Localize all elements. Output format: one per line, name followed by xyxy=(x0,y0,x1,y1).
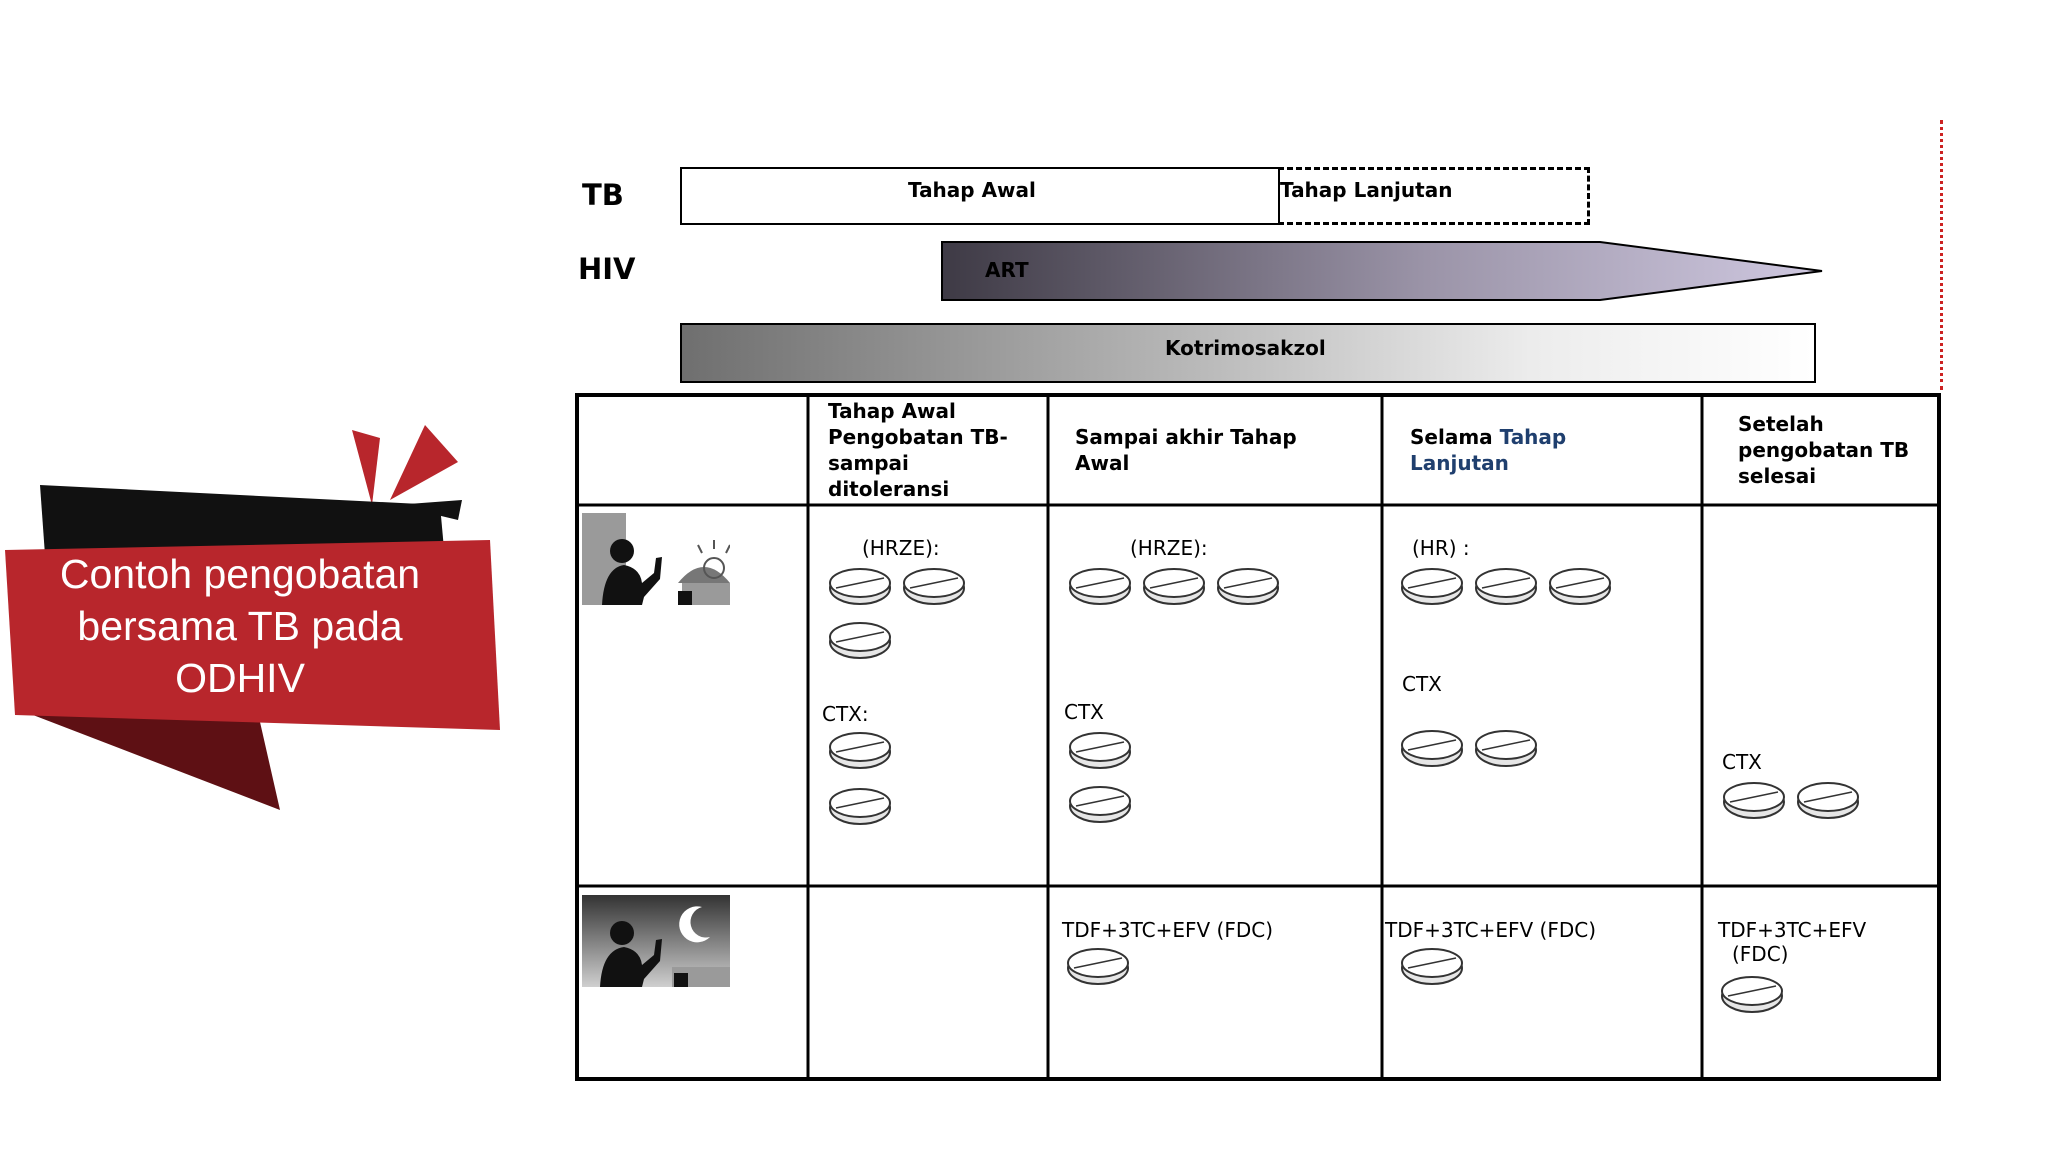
tb-row-label: TB xyxy=(582,178,624,212)
tablet-icon xyxy=(1142,566,1206,606)
header-after-line-1: Setelah xyxy=(1738,412,1824,436)
evening-end-regimen: TDF+3TC+EFV (FDC) xyxy=(1062,918,1274,942)
tablet-icon xyxy=(1720,974,1784,1014)
header-after-tb xyxy=(1738,411,1909,489)
header-initial-line-3: sampai xyxy=(828,451,909,475)
morning-after-ctx-label: CTX xyxy=(1722,750,1762,774)
tablet-icon xyxy=(1400,946,1464,986)
header-after-line-3: selesai xyxy=(1738,464,1817,488)
tablet-icon xyxy=(828,620,892,660)
header-end-line-2: Awal xyxy=(1075,451,1130,475)
header-initial-line-4: ditoleransi xyxy=(828,477,950,501)
tablet-icon xyxy=(1474,728,1538,768)
person-moon-icon xyxy=(582,895,730,987)
tablet-icon xyxy=(1068,566,1132,606)
tablet-icon xyxy=(1216,566,1280,606)
header-initial-phase xyxy=(828,398,1008,502)
header-continuation-blue-2: Lanjutan xyxy=(1410,451,1509,475)
tablet-icon xyxy=(1722,780,1786,820)
tablet-icon xyxy=(828,730,892,770)
tb-initial-phase-label: Tahap Awal xyxy=(908,178,1036,202)
art-arrow xyxy=(940,238,1830,304)
evening-after-regimen-line-1: TDF+3TC+EFV xyxy=(1718,918,1867,942)
tb-continuation-phase-label: Tahap Lanjutan xyxy=(1280,178,1453,202)
header-continuation-blue-1: Tahap xyxy=(1499,425,1567,449)
tablet-icon xyxy=(1548,566,1612,606)
art-label: ART xyxy=(985,258,1029,282)
morning-end-ctx-label: CTX xyxy=(1064,700,1104,724)
header-continuation xyxy=(1410,424,1566,476)
morning-continuation-ctx-label: CTX xyxy=(1402,672,1442,696)
header-initial-line-1: Tahap Awal xyxy=(828,399,956,423)
evening-continuation-regimen: TDF+3TC+EFV (FDC) xyxy=(1385,918,1597,942)
header-end-line-1: Sampai akhir Tahap xyxy=(1075,425,1297,449)
evening-after-regimen xyxy=(1718,918,1866,966)
banner-title-line-1: Contoh pengobatan xyxy=(59,551,421,597)
banner-title-line-3: ODHIV xyxy=(175,655,305,701)
tablet-icon xyxy=(1400,728,1464,768)
banner-spark-2 xyxy=(390,425,458,500)
tablet-icon xyxy=(828,566,892,606)
morning-end-drug-label: (HRZE): xyxy=(1130,536,1208,560)
banner-title-line-2: bersama TB pada xyxy=(77,603,403,649)
banner-spark-1 xyxy=(352,430,380,505)
hiv-row-label: HIV xyxy=(578,252,636,286)
header-initial-line-2: Pengobatan TB- xyxy=(828,425,1008,449)
person-sunrise-icon xyxy=(582,513,730,605)
tablet-icon xyxy=(1796,780,1860,820)
tablet-icon xyxy=(1068,730,1132,770)
morning-initial-ctx-label: CTX: xyxy=(822,702,869,726)
morning-continuation-drug-label: (HR) : xyxy=(1412,536,1470,560)
header-end-initial xyxy=(1075,424,1297,476)
tablet-icon xyxy=(1068,784,1132,824)
header-continuation-prefix: Selama xyxy=(1410,425,1500,449)
tablet-icon xyxy=(902,566,966,606)
morning-initial-drug-label: (HRZE): xyxy=(862,536,940,560)
tablet-icon xyxy=(1066,946,1130,986)
tablet-icon xyxy=(1474,566,1538,606)
tablet-icon xyxy=(828,786,892,826)
evening-after-regimen-line-2: (FDC) xyxy=(1732,942,1789,966)
dotted-divider xyxy=(1940,120,1943,390)
banner-title xyxy=(20,548,460,704)
header-after-line-2: pengobatan TB xyxy=(1738,438,1910,462)
tablet-icon xyxy=(1400,566,1464,606)
cotrimoxazole-label: Kotrimosakzol xyxy=(1165,336,1326,360)
